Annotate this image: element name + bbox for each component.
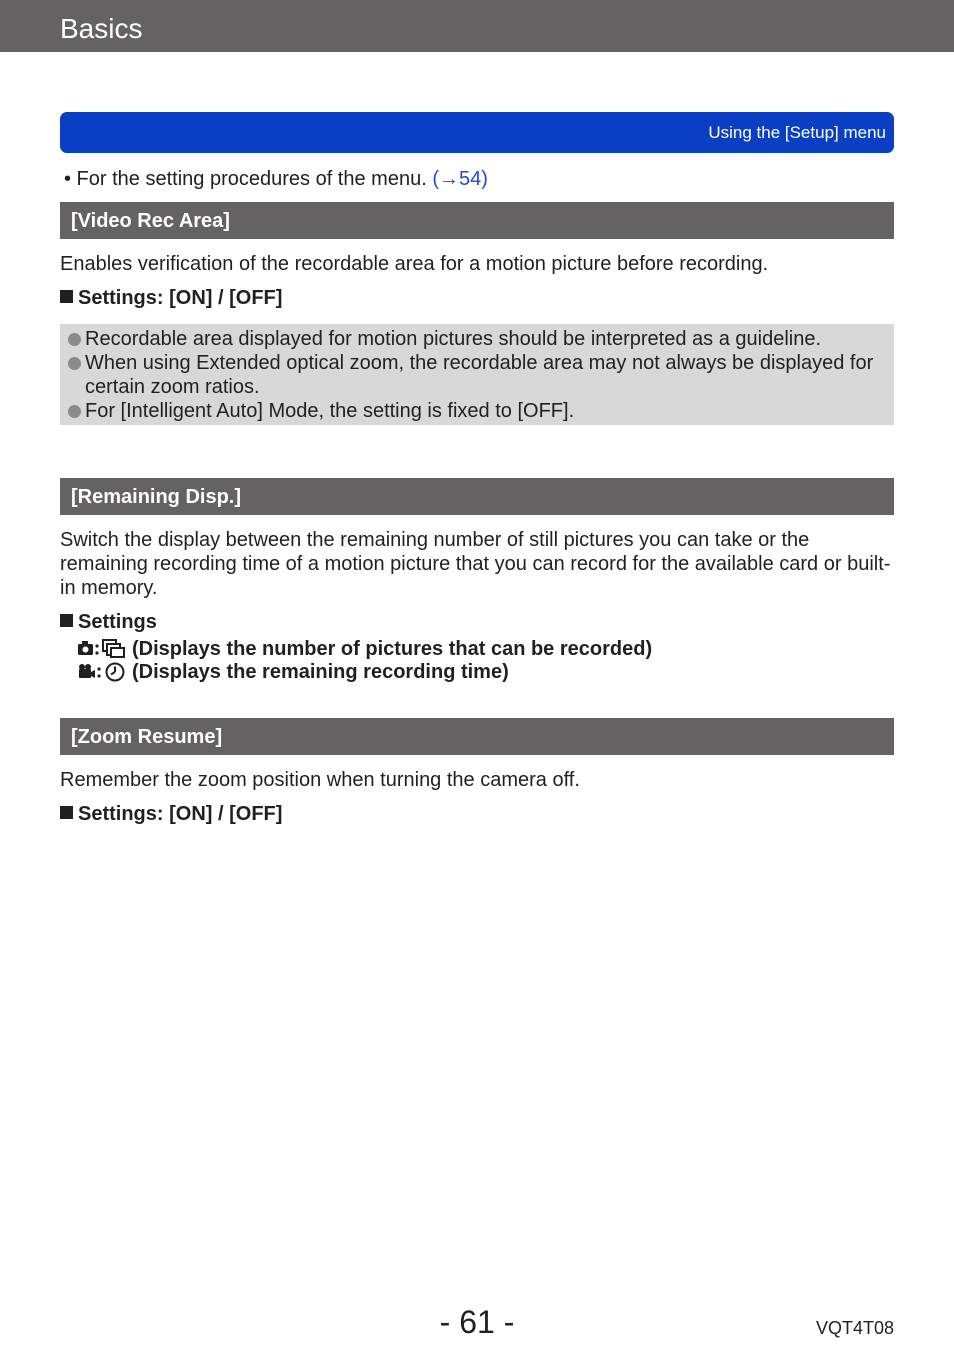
bullet-dot-icon bbox=[68, 405, 81, 418]
banner-label: Using the [Setup] menu bbox=[708, 123, 886, 142]
page-reference-link[interactable]: (→54) bbox=[432, 168, 488, 190]
option-text: (Displays the remaining recording time) bbox=[132, 661, 509, 683]
section-zoom-resume bbox=[60, 718, 894, 755]
option-recording-time bbox=[77, 660, 509, 684]
document-code: VQT4T08 bbox=[815, 1318, 894, 1338]
note-item bbox=[68, 351, 886, 399]
square-bullet-icon bbox=[60, 806, 73, 819]
option-text: (Displays the number of pictures that can be recorded) bbox=[132, 638, 653, 660]
notes-box bbox=[60, 324, 894, 425]
note-text: Recordable area displayed for motion pictures should be interpreted as a guideline. bbox=[85, 328, 822, 350]
note-item bbox=[68, 327, 886, 351]
bullet-dot-icon bbox=[68, 357, 81, 370]
section-video-rec-area bbox=[60, 202, 894, 239]
note-item bbox=[68, 399, 886, 423]
setup-menu-banner bbox=[60, 112, 894, 153]
top-bar bbox=[0, 0, 954, 52]
settings-text: Settings bbox=[78, 611, 157, 633]
settings-line bbox=[60, 286, 282, 310]
movie-clock-icon bbox=[77, 660, 127, 682]
option-pictures bbox=[77, 637, 652, 661]
section-description: Enables verification of the recordable area for a motion picture before recording. bbox=[60, 253, 769, 275]
section-remaining-disp bbox=[60, 478, 894, 515]
settings-line bbox=[60, 610, 157, 634]
section-title: [Remaining Disp.] bbox=[71, 486, 242, 508]
note-text: • For the setting procedures of the menu. bbox=[64, 168, 433, 190]
note-text: For [Intelligent Auto] Mode, the setting is fixed to [OFF]. bbox=[85, 400, 575, 422]
section-description: Remember the zoom position when turning the camera off. bbox=[60, 769, 580, 791]
settings-line bbox=[60, 802, 282, 826]
note-text: When using Extended optical zoom, the recordable area may not always be displayed for certain zoom ratios. bbox=[85, 352, 874, 398]
square-bullet-icon bbox=[60, 290, 73, 303]
section-title: [Zoom Resume] bbox=[71, 726, 223, 748]
page-number: - 61 - bbox=[439, 1304, 515, 1340]
settings-text: Settings: [ON] / [OFF] bbox=[78, 287, 283, 309]
section-description: Switch the display between the remaining number of still pictures you can take or the remaining recording time of a motion picture that you can record for the available card or built-in memory. bbox=[60, 529, 891, 599]
bullet-dot-icon bbox=[68, 333, 81, 346]
camera-pictures-icon bbox=[77, 637, 127, 659]
chapter-title: Basics bbox=[60, 13, 143, 44]
menu-procedure-note bbox=[64, 167, 488, 191]
settings-text: Settings: [ON] / [OFF] bbox=[78, 803, 283, 825]
square-bullet-icon bbox=[60, 614, 73, 627]
section-title: [Video Rec Area] bbox=[71, 210, 230, 232]
